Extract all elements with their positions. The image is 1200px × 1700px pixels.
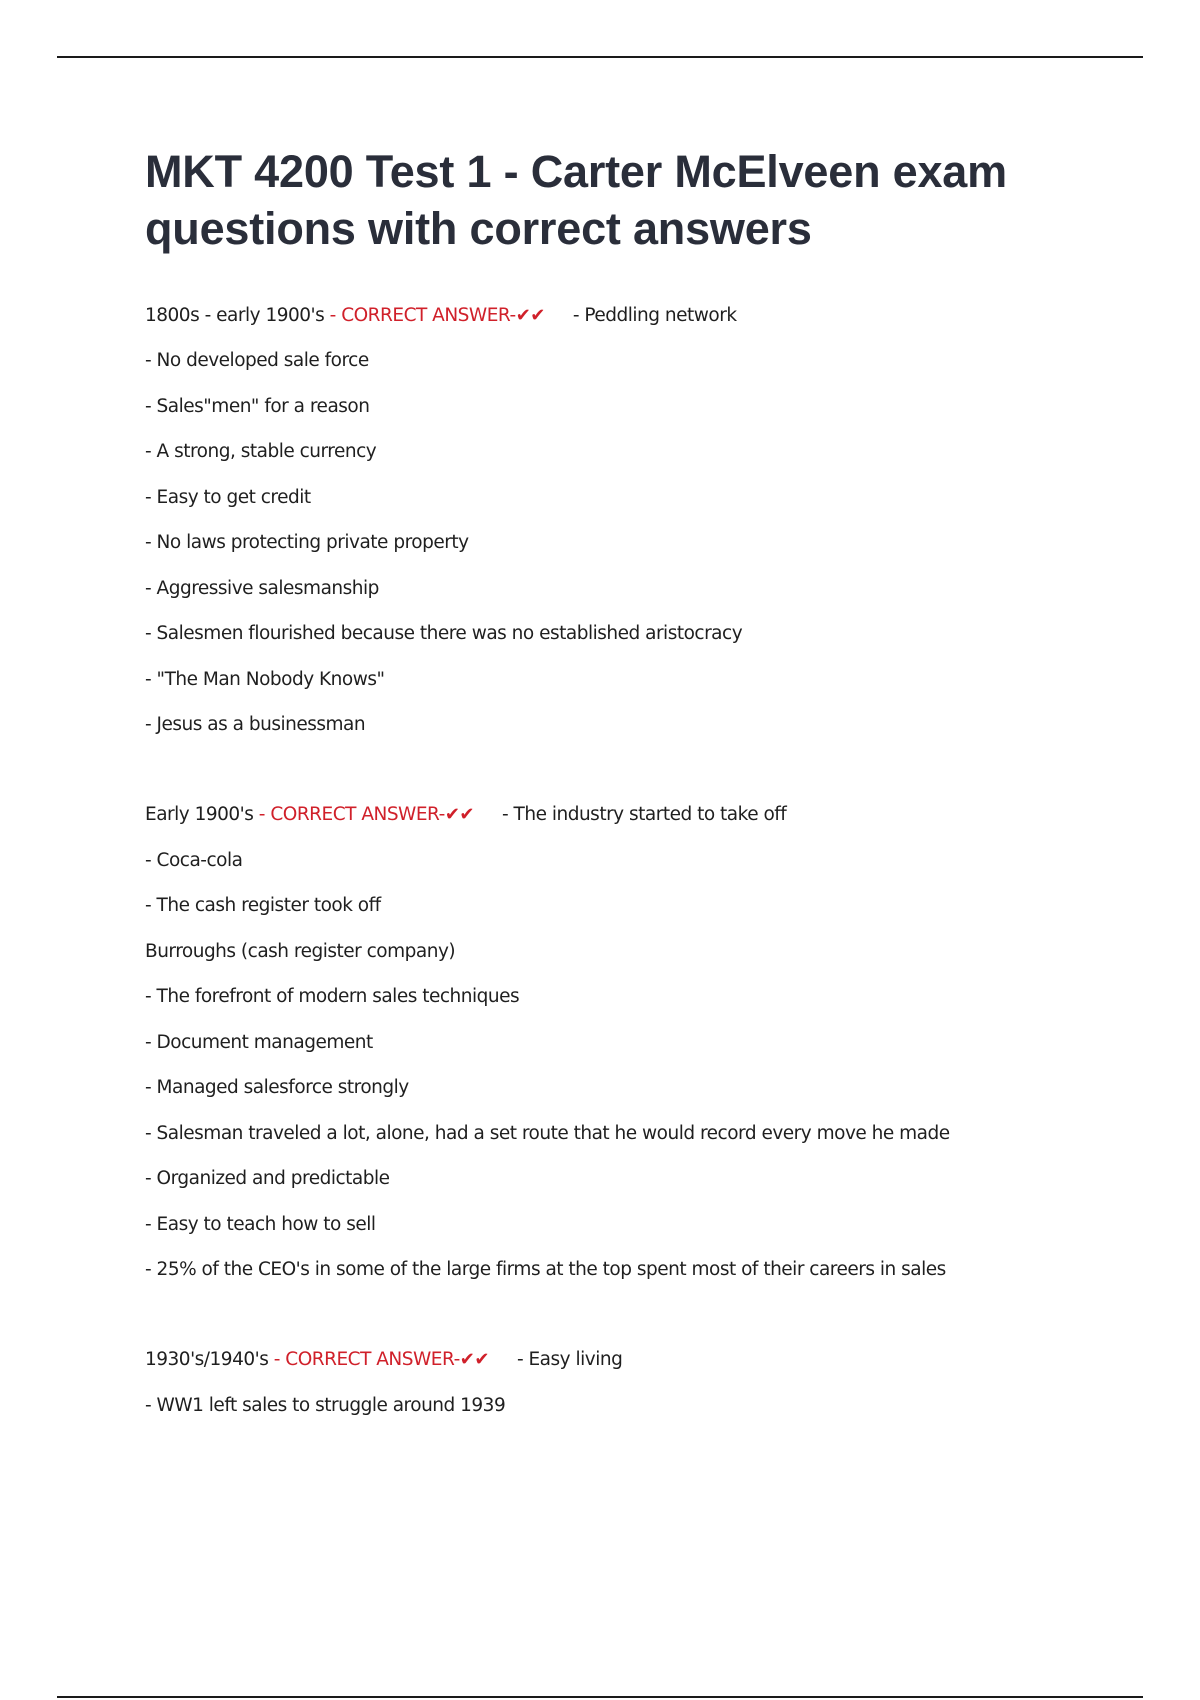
first-answer-text: - Peddling network — [572, 305, 737, 326]
document-title: MKT 4200 Test 1 - Carter McElveen exam questions with correct answers — [145, 146, 1007, 254]
bottom-rule — [57, 1696, 1143, 1698]
qa-question-line — [145, 803, 786, 827]
double-check-icon: ✔✔ — [459, 1349, 489, 1370]
answer-line: - Organized and predictable — [145, 1168, 390, 1189]
top-rule — [57, 56, 1143, 58]
answer-line: - Jesus as a businessman — [145, 714, 366, 735]
double-check-icon: ✔✔ — [515, 305, 545, 326]
answer-line: - Easy to teach how to sell — [145, 1214, 376, 1235]
first-answer-text: - The industry started to take off — [502, 804, 787, 825]
answer-line: - The forefront of modern sales techniques — [145, 986, 520, 1007]
answer-separator: - — [253, 804, 271, 825]
answer-separator: - — [324, 305, 342, 326]
answer-line: - 25% of the CEO's in some of the large firms at the top spent most of their careers in sales — [145, 1259, 946, 1280]
correct-answer-label: CORRECT ANSWER- — [270, 804, 445, 825]
answer-line: - Managed salesforce strongly — [145, 1077, 409, 1098]
correct-answer-label: CORRECT ANSWER- — [285, 1349, 460, 1370]
answer-separator: - — [268, 1349, 286, 1370]
answer-line: - Sales"men" for a reason — [145, 396, 370, 417]
answer-line: - "The Man Nobody Knows" — [145, 669, 385, 690]
answer-line: - Salesmen flourished because there was no established aristocracy — [145, 623, 743, 644]
answer-line: - Aggressive salesmanship — [145, 578, 379, 599]
answer-line: Burroughs (cash register company) — [145, 941, 456, 962]
question-text: 1800s - early 1900's — [145, 305, 325, 326]
answer-line: - The cash register took off — [145, 895, 381, 916]
answer-line: - Coca-cola — [145, 850, 243, 871]
question-text: Early 1900's — [145, 804, 254, 825]
answer-line: - No developed sale force — [145, 350, 369, 371]
first-answer-text: - Easy living — [516, 1349, 623, 1370]
qa-question-line — [145, 304, 737, 328]
double-check-icon: ✔✔ — [444, 804, 474, 825]
answer-line: - Easy to get credit — [145, 487, 311, 508]
answer-line: - No laws protecting private property — [145, 532, 469, 553]
correct-answer-label: CORRECT ANSWER- — [341, 305, 516, 326]
answer-line: - Salesman traveled a lot, alone, had a set route that he would record every move he made — [145, 1123, 950, 1144]
answer-line: - Document management — [145, 1032, 373, 1053]
question-text: 1930's/1940's — [145, 1349, 269, 1370]
qa-question-line — [145, 1348, 622, 1372]
answer-line: - A strong, stable currency — [145, 441, 377, 462]
answer-line: - WW1 left sales to struggle around 1939 — [145, 1395, 506, 1416]
